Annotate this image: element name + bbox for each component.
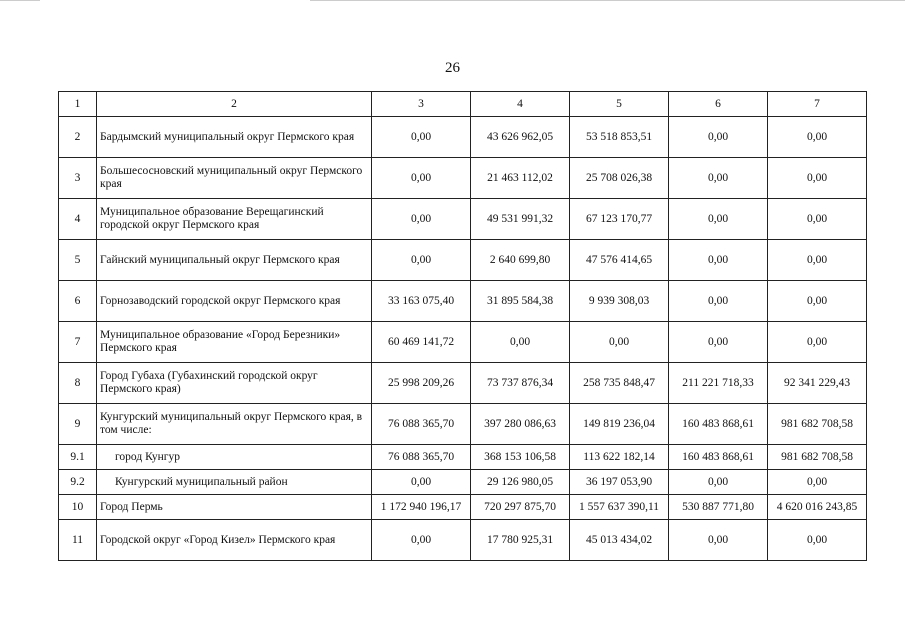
column-header: 1 xyxy=(59,92,97,117)
table-row xyxy=(59,404,867,445)
value-col-4: 0,00 xyxy=(471,322,570,363)
value-col-6: 530 887 771,80 xyxy=(669,495,768,520)
municipality-name: Большесосновский муниципальный округ Пермского края xyxy=(97,158,372,199)
value-col-5: 113 622 182,14 xyxy=(570,445,669,470)
value-col-5: 149 819 236,04 xyxy=(570,404,669,445)
value-col-7: 0,00 xyxy=(768,158,867,199)
value-col-7: 0,00 xyxy=(768,520,867,561)
table-row xyxy=(59,445,867,470)
table-row xyxy=(59,199,867,240)
value-col-3: 76 088 365,70 xyxy=(372,404,471,445)
value-col-7: 0,00 xyxy=(768,470,867,495)
table-row xyxy=(59,520,867,561)
municipality-name: Горнозаводский городской округ Пермского края xyxy=(97,281,372,322)
value-col-6: 0,00 xyxy=(669,470,768,495)
value-col-7: 0,00 xyxy=(768,199,867,240)
value-col-3: 0,00 xyxy=(372,117,471,158)
value-col-4: 2 640 699,80 xyxy=(471,240,570,281)
value-col-7: 92 341 229,43 xyxy=(768,363,867,404)
value-col-7: 0,00 xyxy=(768,322,867,363)
value-col-5: 53 518 853,51 xyxy=(570,117,669,158)
row-number: 8 xyxy=(59,363,97,404)
row-number: 9.2 xyxy=(59,470,97,495)
column-header: 4 xyxy=(471,92,570,117)
value-col-6: 160 483 868,61 xyxy=(669,404,768,445)
row-number: 10 xyxy=(59,495,97,520)
value-col-3: 1 172 940 196,17 xyxy=(372,495,471,520)
value-col-5: 0,00 xyxy=(570,322,669,363)
municipality-name: город Кунгур xyxy=(97,445,372,470)
row-number: 5 xyxy=(59,240,97,281)
column-header: 3 xyxy=(372,92,471,117)
value-col-6: 0,00 xyxy=(669,199,768,240)
value-col-3: 33 163 075,40 xyxy=(372,281,471,322)
value-col-4: 397 280 086,63 xyxy=(471,404,570,445)
municipality-name: Муниципальное образование «Город Березники» Пермского края xyxy=(97,322,372,363)
scan-edge-mark-left xyxy=(0,0,40,1)
value-col-3: 0,00 xyxy=(372,240,471,281)
value-col-4: 43 626 962,05 xyxy=(471,117,570,158)
value-col-5: 45 013 434,02 xyxy=(570,520,669,561)
value-col-7: 0,00 xyxy=(768,281,867,322)
value-col-3: 76 088 365,70 xyxy=(372,445,471,470)
table-header-row xyxy=(59,92,867,117)
municipality-name: Город Губаха (Губахинский городской округ Пермского края) xyxy=(97,363,372,404)
value-col-6: 0,00 xyxy=(669,117,768,158)
value-col-6: 0,00 xyxy=(669,240,768,281)
row-number: 9.1 xyxy=(59,445,97,470)
value-col-4: 31 895 584,38 xyxy=(471,281,570,322)
value-col-5: 36 197 053,90 xyxy=(570,470,669,495)
row-number: 2 xyxy=(59,117,97,158)
value-col-3: 25 998 209,26 xyxy=(372,363,471,404)
value-col-6: 0,00 xyxy=(669,322,768,363)
value-col-4: 73 737 876,34 xyxy=(471,363,570,404)
value-col-5: 47 576 414,65 xyxy=(570,240,669,281)
column-header: 2 xyxy=(97,92,372,117)
table-row xyxy=(59,470,867,495)
value-col-7: 981 682 708,58 xyxy=(768,445,867,470)
value-col-7: 981 682 708,58 xyxy=(768,404,867,445)
municipality-name: Городской округ «Город Кизел» Пермского края xyxy=(97,520,372,561)
value-col-5: 1 557 637 390,11 xyxy=(570,495,669,520)
value-col-4: 49 531 991,32 xyxy=(471,199,570,240)
column-header: 6 xyxy=(669,92,768,117)
budget-table xyxy=(58,91,867,561)
value-col-5: 67 123 170,77 xyxy=(570,199,669,240)
municipality-name: Кунгурский муниципальный район xyxy=(97,470,372,495)
municipality-name: Муниципальное образование Верещагинский городской округ Пермского края xyxy=(97,199,372,240)
value-col-4: 29 126 980,05 xyxy=(471,470,570,495)
table-row xyxy=(59,495,867,520)
row-number: 7 xyxy=(59,322,97,363)
value-col-3: 60 469 141,72 xyxy=(372,322,471,363)
column-header: 5 xyxy=(570,92,669,117)
value-col-3: 0,00 xyxy=(372,470,471,495)
value-col-3: 0,00 xyxy=(372,520,471,561)
value-col-6: 160 483 868,61 xyxy=(669,445,768,470)
table-row xyxy=(59,363,867,404)
table-row xyxy=(59,281,867,322)
value-col-7: 4 620 016 243,85 xyxy=(768,495,867,520)
value-col-6: 211 221 718,33 xyxy=(669,363,768,404)
value-col-6: 0,00 xyxy=(669,158,768,199)
value-col-7: 0,00 xyxy=(768,240,867,281)
row-number: 3 xyxy=(59,158,97,199)
value-col-4: 368 153 106,58 xyxy=(471,445,570,470)
value-col-4: 21 463 112,02 xyxy=(471,158,570,199)
value-col-4: 720 297 875,70 xyxy=(471,495,570,520)
value-col-3: 0,00 xyxy=(372,199,471,240)
scan-edge-mark-right xyxy=(310,0,905,1)
row-number: 11 xyxy=(59,520,97,561)
row-number: 4 xyxy=(59,199,97,240)
column-header: 7 xyxy=(768,92,867,117)
municipality-name: Город Пермь xyxy=(97,495,372,520)
value-col-6: 0,00 xyxy=(669,281,768,322)
municipality-name: Бардымский муниципальный округ Пермского края xyxy=(97,117,372,158)
row-number: 6 xyxy=(59,281,97,322)
value-col-5: 25 708 026,38 xyxy=(570,158,669,199)
value-col-3: 0,00 xyxy=(372,158,471,199)
municipality-name: Кунгурский муниципальный округ Пермского края, в том числе: xyxy=(97,404,372,445)
table-row xyxy=(59,322,867,363)
value-col-4: 17 780 925,31 xyxy=(471,520,570,561)
value-col-5: 9 939 308,03 xyxy=(570,281,669,322)
table-row xyxy=(59,117,867,158)
value-col-7: 0,00 xyxy=(768,117,867,158)
table-row xyxy=(59,158,867,199)
municipality-name: Гайнский муниципальный округ Пермского края xyxy=(97,240,372,281)
row-number: 9 xyxy=(59,404,97,445)
value-col-6: 0,00 xyxy=(669,520,768,561)
table-row xyxy=(59,240,867,281)
page-number: 26 xyxy=(445,60,460,76)
value-col-5: 258 735 848,47 xyxy=(570,363,669,404)
